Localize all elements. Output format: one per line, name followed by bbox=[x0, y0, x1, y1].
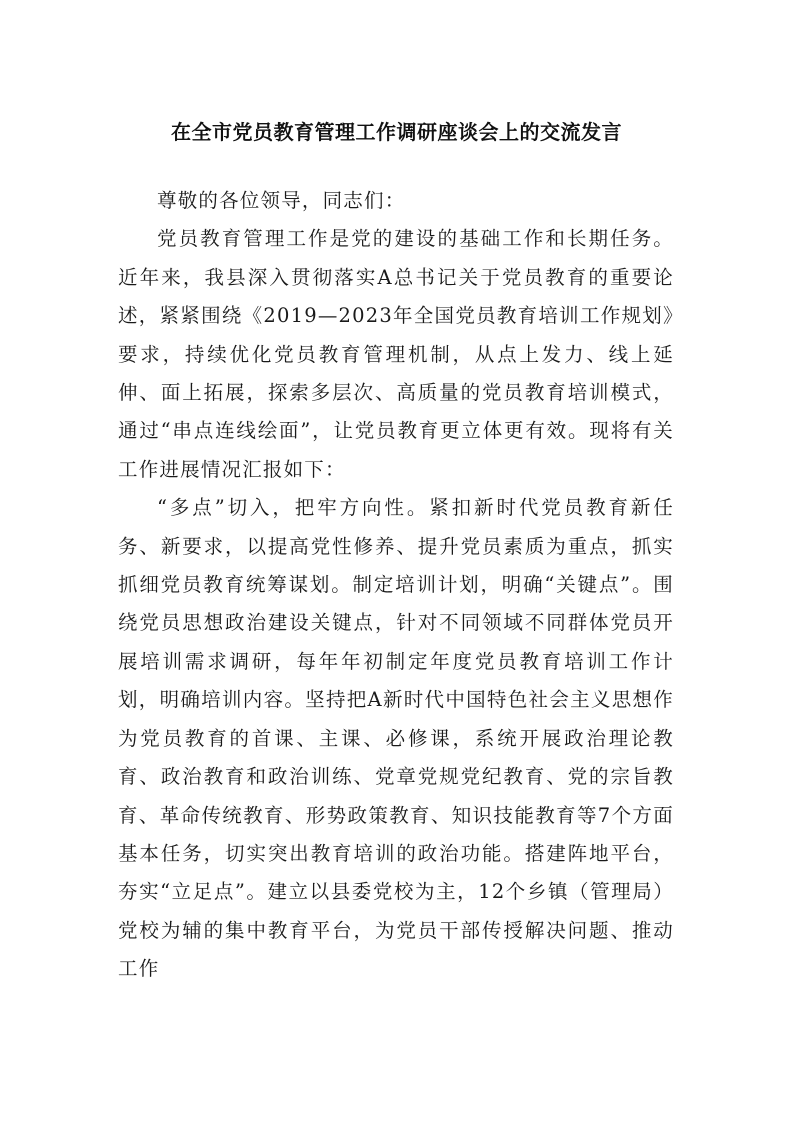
paragraph: 党员教育管理工作是党的建设的基础工作和长期任务。近年来，我县深入贯彻落实A总书记关于党员教育的重要论述，紧紧围绕《2019—2023年全国党员教育培训工作规划》要求，持续优化党员教育管理机制，从点上发力、线上延伸、面上拓展，探索多层次、高质量的党员教育培训模式，通过“串点连线绘面”，让党员教育更立体更有效。现将有关工作进展情况汇报如下： bbox=[118, 227, 674, 481]
salutation: 尊敬的各位领导，同志们： bbox=[157, 189, 406, 212]
paragraph: “多点”切入，把牢方向性。紧扣新时代党员教育新任务、新要求，以提高党性修养、提升党员素质为重点，抓实抓细党员教育统筹谋划。制定培训计划，明确“关键点”。围绕党员思想政治建设关键点，针对不同领域不同群体党员开展培训需求调研，每年年初制定年度党员教育培训工作计划，明确培训内容。坚持把A新时代中国特色社会主义思想作为党员教育的首课、主课、必修课，系统开展政治理论教育、政治教育和政治训练、党章党规党纪教育、党的宗旨教育、革命传统教育、形势政策教育、知识技能教育等7个方面基本任务，切实突出教育培训的政治功能。搭建阵地平台，夯实“立足点”。建立以县委党校为主，12个乡镇（管理局）党校为辅的集中教育平台，为党员干部传授解决问题、推动工作 bbox=[118, 496, 674, 981]
document-title: 在全市党员教育管理工作调研座谈会上的交流发言 bbox=[171, 120, 622, 144]
document-body bbox=[118, 182, 674, 989]
